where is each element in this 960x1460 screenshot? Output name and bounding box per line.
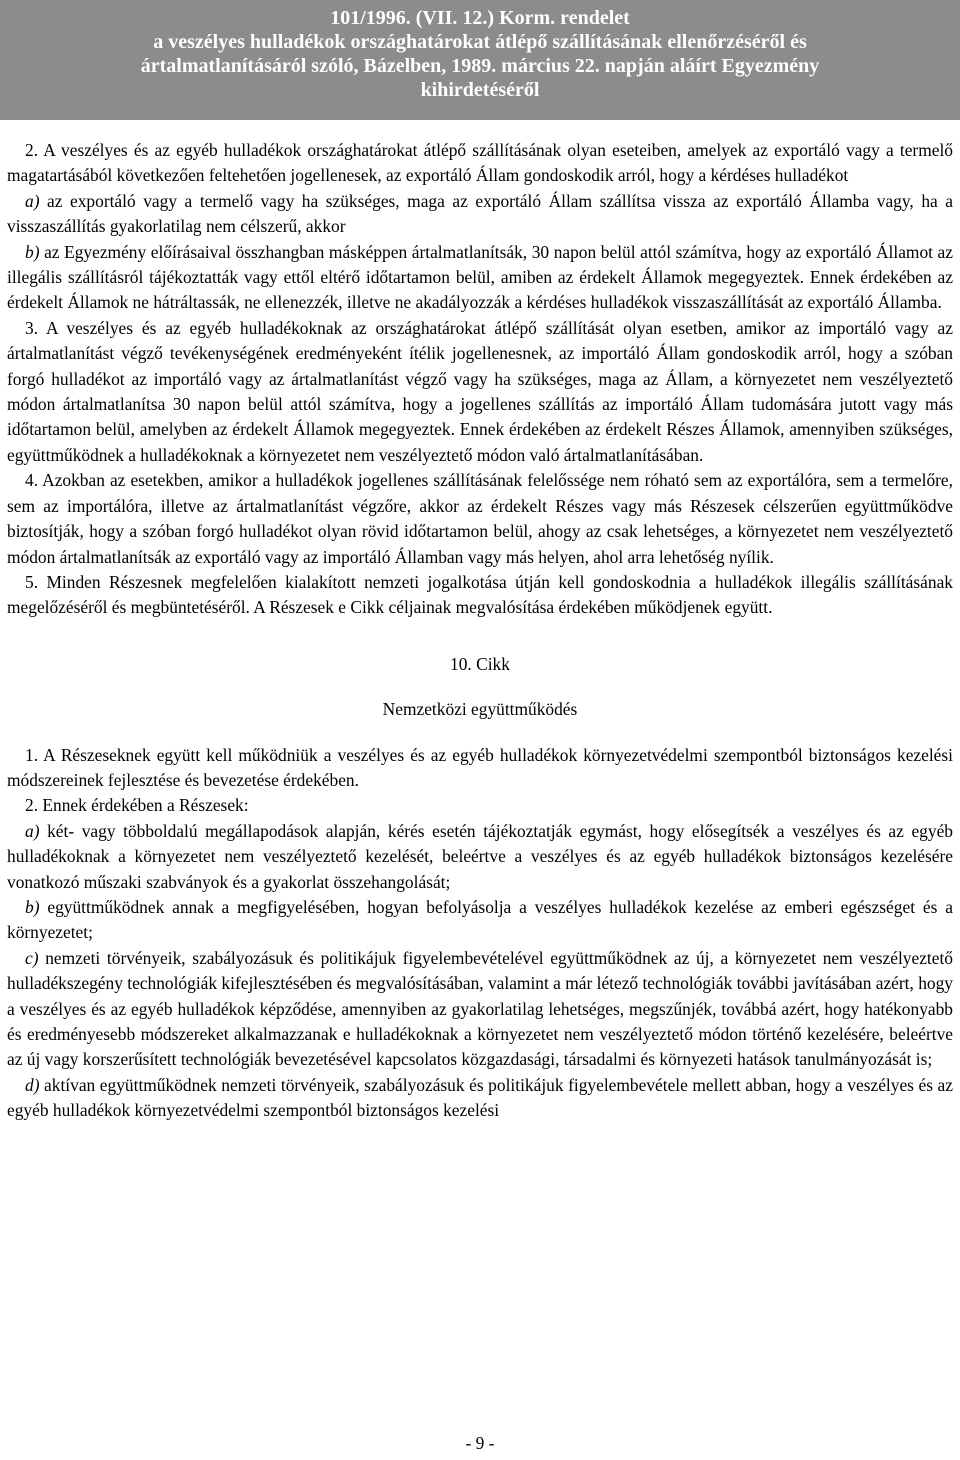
article-item-b <box>7 895 953 946</box>
article-paragraph-2-intro: 2. Ennek érdekében a Részesek: <box>25 795 249 816</box>
article-number: 10. Cikk <box>450 653 510 674</box>
article-paragraph-1: 1. A Részeseknek együtt kell működniük a veszélyes és az egyéb hulladékok környezetvédelmi szempontból biztonságos kezelési módszereinek fejlesztése és bevezetése érdekében. <box>7 744 953 790</box>
header-line-3: ártalmatlanításáról szóló, Bázelben, 1989. március 22. napján aláírt Egyezmény <box>140 55 820 77</box>
item-text: két- vagy többoldalú megállapodások alapján, kérés esetén tájékoztatják egymást, hogy elősegítsék a veszélyes és az egyéb hulladékoknak a környezetet nem veszélyeztető kezelését, beleértve a veszélyes és az egyéb hulladékok biztonságos kezelésére vonatkozó műszaki szabványok és a gyakorlat összehangolását; <box>7 820 953 892</box>
spacer <box>7 723 953 743</box>
article-title: Nemzetközi együttműködés <box>382 699 578 720</box>
spacer <box>7 621 953 652</box>
article-item-d <box>7 1073 953 1124</box>
paragraph-3: 3. A veszélyes és az egyéb hulladékoknak az országhatárokat átlépő szállítását olyan esetben, amikor az importáló vagy az ártalmatlanítást végző tevékenységének eredményeként ítélik jogellenesnek, az importáló Állam gondoskodik arról, hogy a szóban forgó hulladékot az importáló vagy az ártalmatlanítást végző vagy ha szükséges, maga az Állam, a környezetet nem veszélyeztető módon ártalmatlanítsa 30 napon belül attól számítva, hogy a jogellenes szállítás az importáló Állam tudomására jutott vagy más időtartamon belül, amelyben az érdekelt Államok megegyeztek. Ennek érdekében az érdekelt Részes Államok, amennyiben szükséges, együttműködnek a hulladékoknak a környezetet nem veszélyeztető módon való ártalmatlanításában. <box>7 317 953 465</box>
header-line-2: a veszélyes hulladékok országhatárokat átlépő szállításának ellenőrzéséről és <box>153 31 807 53</box>
header-line-1: 101/1996. (VII. 12.) Korm. rendelet <box>330 7 630 29</box>
item-label: c) <box>25 947 39 968</box>
article-item-c <box>7 946 953 1073</box>
item-text: aktívan együttműködnek nemzeti törvényeik, szabályozásuk és politikájuk figyelembevétele mellett abban, hogy a veszélyes és az egyéb hulladékok környezetvédelmi szempontból biztonságos kezelési <box>7 1074 953 1121</box>
item-text: nemzeti törvényeik, szabályozásuk és politikájuk figyelembevételével együttműködnek az új, a környezetet nem veszélyeztető hulladékszegény technológiák kifejlesztésében és megvalósításában, valamint a már létező technológiák további javításában azért, hogy a veszélyes és az egyéb hulladékok képződése, amennyiben az gyakorlatilag lehetséges, megszűnjék, továbbá azért, hogy hatékonyabb és eredményesebb módszereket alkalmazzanak e hulladékoknak a környezetet nem veszélyeztető módon történő kezelésére, beleértve az új vagy korszerűsített technológiák bevezetésével kapcsolatos közgazdasági, társadalmi és környezeti hatások tanulmányozását is; <box>7 947 953 1070</box>
article-item-a <box>7 819 953 895</box>
spacer <box>7 677 953 697</box>
item-text: együttműködnek annak a megfigyelésében, hogyan befolyásolja a veszélyes hulladékok kezelése az emberi egészséget és a környezetet; <box>7 896 953 943</box>
paragraph-2-item-b <box>7 240 953 316</box>
item-label: b) <box>25 896 40 917</box>
paragraph-2-intro: 2. A veszélyes és az egyéb hulladékok országhatárokat átlépő szállításának olyan eseteiben, amelyek az exportáló vagy a termelő magatartásából következően feltehetően jogellenesek, az exportáló Állam gondoskodik arról, hogy a kérdéses hulladékot <box>7 140 953 186</box>
paragraph-2-item-a <box>7 189 953 240</box>
paragraph-5: 5. Minden Részesnek megfelelően kialakított nemzeti jogalkotása útján kell gondoskodnia a hulladékok illegális szállításának megelőzéséről és megbüntetéséről. A Részesek e Cikk céljainak megvalósítása érdekében működjenek együtt. <box>7 571 953 618</box>
paragraph-4: 4. Azokban az esetekben, amikor a hulladékok jogellenes szállításának felelőssége nem róható sem az exportálóra, sem a termelőre, sem az importálóra, illetve az ártalmatlanítást végzőre, akkor az érdekelt Részes vagy más Részesek célszerűen együttműködve biztosítják, hogy a szóban forgó hulladékot olyan rövid időtartamon belül, ahogy az csak lehetséges, a környezetet nem veszélyeztető módon ártalmatlanítsák az exportáló vagy az importáló Államban vagy más helyen, ahol arra lehetőség nyílik. <box>7 470 953 567</box>
item-label: a) <box>25 820 40 841</box>
item-label: a) <box>25 190 40 211</box>
document-header <box>0 0 960 120</box>
page-number: - 9 - <box>465 1433 495 1453</box>
document-body <box>7 138 953 1124</box>
item-text: az Egyezmény előírásaival összhangban másképpen ártalmatlanítsák, 30 napon belül attól számítva, hogy az exportáló Államot az illegális szállításról tájékoztatták vagy ettől eltérő időtartamon belül, amiben az érdekelt Államok megegyeztek. Ennek érdekében az érdekelt Államok ne hátráltassák, ne ellenezzék, illetve ne akadályozzák a kérdéses hulladékok visszaszállítását az exportáló Államba. <box>7 241 953 313</box>
header-line-4: kihirdetéséről <box>420 79 540 101</box>
item-text: az exportáló vagy a termelő vagy ha szükséges, maga az exportáló Állam szállítsa vissza az exportáló Államba vagy, ha a visszaszállítás gyakorlatilag nem célszerű, akkor <box>7 190 953 237</box>
item-label: d) <box>25 1074 40 1095</box>
item-label: b) <box>25 241 40 262</box>
